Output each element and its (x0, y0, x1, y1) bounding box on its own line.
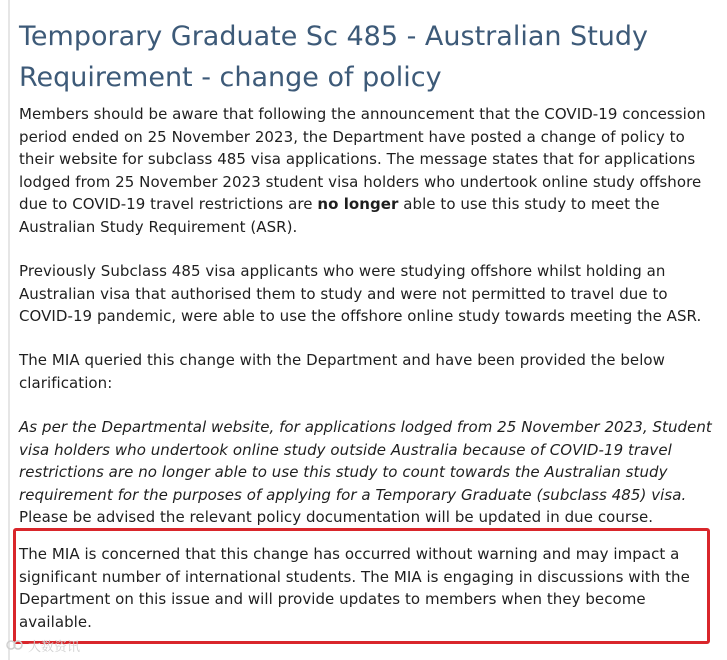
paragraph-announcement-text-start: Members should be aware that following the announcement that the COVID-19 concession period ended on 25 November 2023, the Department have posted a change of policy to their website for subclass 485 visa applications. The message states that for applications lodged from 25 November 2023 student visa holders who undertook online study offshore due to COVID-19 travel restrictions are (19, 105, 706, 213)
watermark-text: 大数资讯 (28, 639, 81, 655)
paragraph-announcement (19, 103, 723, 238)
left-divider (8, 0, 10, 660)
paragraph-mia-concern: The MIA is concerned that this change has occurred without warning and may impact a significant number of international students. The MIA is engaging in discussions with the Department on this issue and will provide updates to members when they become available. (19, 545, 690, 631)
watermark (6, 634, 80, 656)
paragraph-announcement-emphasis: no longer (317, 195, 399, 213)
paragraph-previously: Previously Subclass 485 visa applicants who were studying offshore whilst holding an Australian visa that authorised them to study and were not permitted to travel due to COVID-19 pandemic, were able to use the offshore online study towards meeting the ASR. (19, 262, 702, 325)
clarification-quote: As per the Departmental website, for applications lodged from 25 November 2023, Student visa holders who undertook online study outside Australia because of COVID-19 travel restrictions are no longer able to use this study to count towards the Australian study requirement for the purposes of applying for a Temporary Graduate (subclass 485) visa. (19, 418, 712, 504)
watermark-logo-icon (6, 638, 24, 652)
clarification-note: Please be advised the relevant policy documentation will be updated in due course. (19, 508, 654, 526)
paragraph-announcement-text-end: able to use this study to meet the Australian Study Requirement (ASR). (19, 195, 660, 236)
paragraph-mia-query: The MIA queried this change with the Department and have been provided the below clarification: (19, 351, 665, 392)
page-title: Temporary Graduate Sc 485 - Australian Study Requirement - change of policy (19, 21, 649, 93)
paragraph-department-clarification (19, 416, 723, 529)
